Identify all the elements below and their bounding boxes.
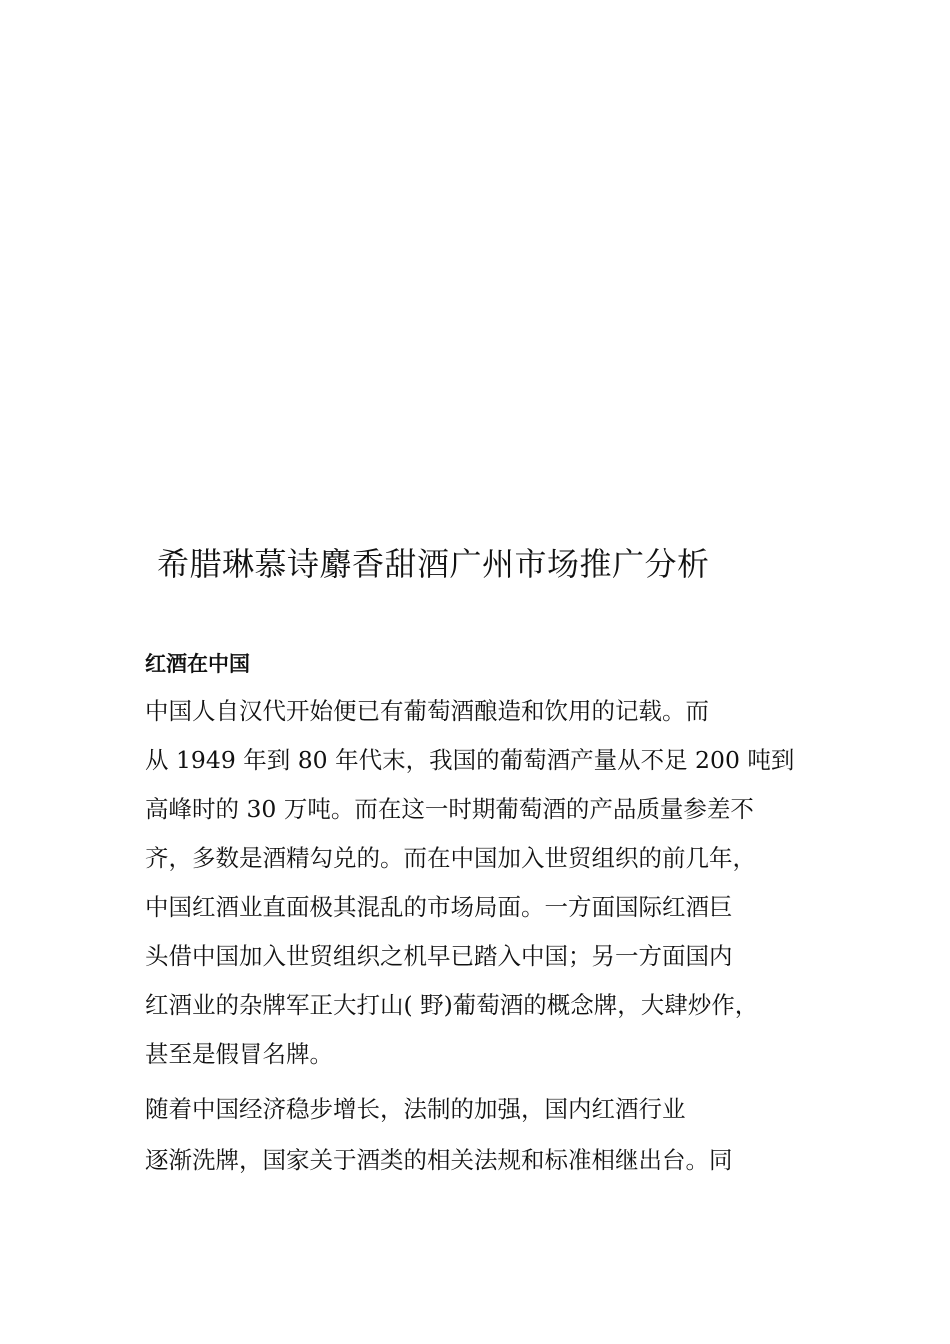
body-line: 高峰时的 30 万吨。而在这一时期葡萄酒的产品质量参差不 xyxy=(145,795,754,823)
section-heading: 红酒在中国 xyxy=(145,652,250,676)
body-line: 随着中国经济稳步增长，法制的加强，国内红酒行业 xyxy=(145,1095,686,1123)
body-line: 中国红酒业直面极其混乱的市场局面。一方面国际红酒巨 xyxy=(145,893,733,921)
body-line: 中国人自汉代开始便已有葡萄酒酿造和饮用的记载。而 xyxy=(145,697,709,725)
body-line: 红酒业的杂牌军正大打山( 野)葡萄酒的概念牌，大肆炒作， xyxy=(145,991,759,1019)
body-line: 头借中国加入世贸组织之机早已踏入中国；另一方面国内 xyxy=(145,942,733,970)
body-line: 从 1949 年到 80 年代末，我国的葡萄酒产量从不足 200 吨到 xyxy=(145,746,795,774)
body-line: 甚至是假冒名牌。 xyxy=(145,1040,333,1068)
body-line: 逐渐洗牌，国家关于酒类的相关法规和标准相继出台。同 xyxy=(145,1146,733,1174)
body-line: 齐，多数是酒精勾兑的。而在中国加入世贸组织的前几年， xyxy=(145,844,756,872)
document-title: 希腊琳慕诗麝香甜酒广州市场推广分析 xyxy=(157,545,710,583)
